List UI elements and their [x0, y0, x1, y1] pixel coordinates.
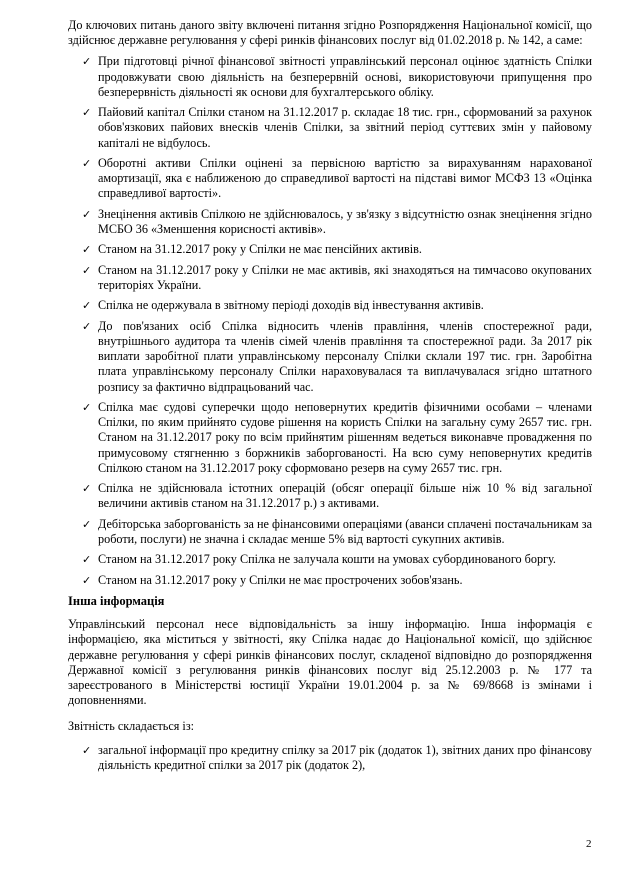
check-mark-icon: ✓	[82, 319, 92, 333]
intro-paragraph: До ключових питань даного звіту включені питання згідно Розпорядження Національної комісії, що здійснює державне регулювання у сфері ринків фінансових послуг від 01.02.2018 р. № 142, а саме:	[68, 18, 592, 48]
list-item-text: Станом на 31.12.2017 року у Спілки не має прострочених зобов'язань.	[98, 572, 463, 587]
check-mark-icon: ✓	[82, 517, 92, 531]
check-mark-icon: ✓	[82, 263, 92, 277]
list-item	[68, 156, 592, 202]
check-mark-icon: ✓	[82, 299, 92, 313]
list-item	[68, 481, 592, 511]
other-info-paragraph: Управлінський персонал несе відповідальність за іншу інформацію. Інша інформація є інформацією, яка міститься у звітності, яку Спілка надає до Національної комісії, що здійснює державне регулювання у сфері ринків фінансових послуг, складеної відповідно до розпорядження Державної комісії з регулювання ринків фінансових послуг від 25.12.2003 р. № 177 та зареєстрованого в Міністерстві юстиції України 19.01.2004 р. за № 69/8668 із змінами і доповненнями.	[68, 617, 592, 708]
check-mark-icon: ✓	[82, 207, 92, 221]
list-item-text: Спілка має судові суперечки щодо неповернутих кредитів фізичними особами – членами Спілки, по яким прийнято судове рішення на користь Спілки на загальну суму 2657 тис. грн. Станом на 31.12.2017 року по всім прийнятим рішенням ведеться виконавче провадження по примусовому стягненню з боржників заборгованості. На всю суму неповернутих кредитів Спілкою станом на 31.12.2017 року сформовано резерв на суму 2657 тис. грн.	[98, 399, 592, 475]
list-item-text: Спілка не одержувала в звітному періоді доходів від інвестування активів.	[98, 298, 484, 313]
list-item	[68, 54, 592, 100]
check-mark-icon: ✓	[82, 55, 92, 69]
list-item-text: Знецінення активів Спілкою не здійснювалось, у зв'язку з відсутністю ознак знецінення згідно МСБО 36 «Зменшення корисності активів».	[98, 206, 592, 236]
list-item	[68, 263, 592, 293]
check-mark-icon: ✓	[82, 106, 92, 120]
list-item	[68, 319, 592, 395]
page-number: 2	[586, 838, 592, 850]
check-mark-icon: ✓	[82, 553, 92, 567]
key-items-list	[68, 54, 592, 588]
list-item	[68, 400, 592, 476]
list-item-text: При підготовці річної фінансової звітності управлінський персонал оцінює здатність Спілки продовжувати свою діяльність на безперервній основі, використовуючи припущення про безперервність діяльності як основи для бухгалтерського обліку.	[98, 54, 592, 99]
list-item-text: До пов'язаних осіб Спілка відносить членів правління, членів спостережної ради, внутрішнього аудитора та членів сімей членів правління та спостережної ради. За 2017 рік виплати заробітної плати управлінському персоналу Спілки склали 197 тис. грн. Заробітна плата управлінському персоналу Спілки нараховувалася та виплачувалася згідно штатного розпису за фактично відпрацьований час.	[98, 318, 592, 394]
composition-list	[68, 743, 592, 773]
list-item	[68, 552, 592, 567]
list-item	[68, 517, 592, 547]
list-item-text: Станом на 31.12.2017 року у Спілки не має активів, які знаходяться на тимчасово окупованих територіях України.	[98, 262, 592, 292]
list-item	[68, 242, 592, 257]
list-item	[68, 207, 592, 237]
list-item	[68, 743, 592, 773]
list-item-text: Станом на 31.12.2017 року Спілка не залучала кошти на умовах субординованого боргу.	[98, 552, 556, 567]
list-item	[68, 105, 592, 151]
check-mark-icon: ✓	[82, 157, 92, 170]
list-item-text: Спілка не здійснювала істотних операцій (обсяг операції більше ніж 10 % від загальної величини активів станом на 31.12.2017 р.) з активами.	[98, 481, 592, 511]
check-mark-icon: ✓	[82, 400, 92, 414]
list-item-text: Станом на 31.12.2017 року у Спілки не має пенсійних активів.	[98, 242, 422, 257]
document-page	[68, 18, 592, 779]
composition-heading: Звітність складається із:	[68, 719, 195, 734]
check-mark-icon: ✓	[82, 743, 92, 757]
list-item	[68, 298, 592, 313]
list-item-text: Пайовий капітал Спілки станом на 31.12.2017 р. складає 18 тис. грн., сформований за рахунок обов'язкових пайових внесків членів Спілки, за звітний період суттєвих змін у пайовому капіталі не відбулось.	[98, 105, 592, 150]
list-item-text: Дебіторська заборгованість за не фінансовими операціями (аванси сплачені постачальникам за роботи, послуги) не значна і складає менше 5% від вартості сукупних активів.	[98, 516, 592, 546]
list-item	[68, 573, 592, 588]
list-item-text: Оборотні активи Спілки оцінені за первісною вартістю за вирахуванням нарахованої амортизації, яка є наближеною до справедливої вартості на підставі вимог МСФЗ 13 «Оцінка справедливої вартості».	[98, 156, 592, 201]
section-heading: Інша інформація	[68, 593, 165, 608]
check-mark-icon: ✓	[82, 243, 92, 257]
list-item-text: загальної інформації про кредитну спілку за 2017 рік (додаток 1), звітних даних про фінансову діяльність кредитної спілки за 2017 рік (додаток 2),	[98, 742, 592, 772]
check-mark-icon: ✓	[82, 482, 92, 496]
check-mark-icon: ✓	[82, 573, 92, 587]
